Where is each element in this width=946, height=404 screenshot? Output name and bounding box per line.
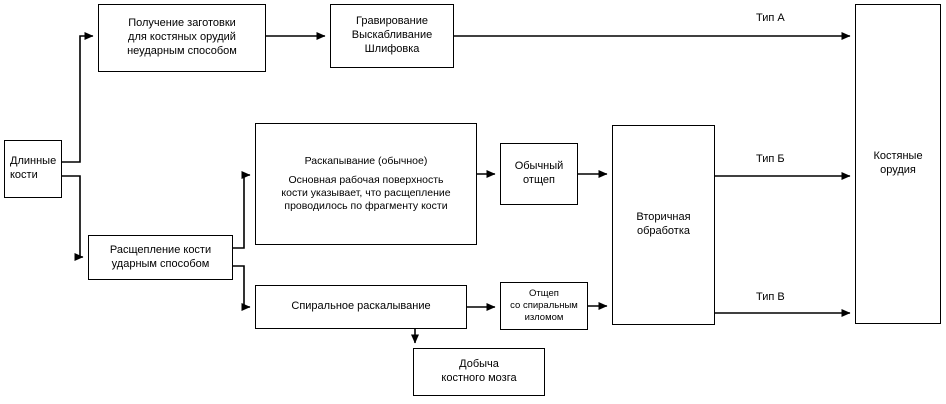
edge-label-type-a: Тип А bbox=[756, 12, 785, 24]
node-text-line: Гравирование bbox=[356, 15, 428, 28]
node-text-line: ударным способом bbox=[111, 257, 210, 270]
node-text-line: Шлифовка bbox=[364, 42, 420, 55]
node-spiral-fracture-flake[interactable] bbox=[500, 282, 588, 330]
node-text-line: для костяных орудий bbox=[128, 31, 236, 44]
node-text-line: проводилось по фрагменту кости bbox=[284, 200, 448, 213]
node-text-line: со спиральным bbox=[510, 300, 578, 312]
node-text-line: Получение заготовки bbox=[128, 17, 236, 30]
edge-label-type-b: Тип Б bbox=[756, 153, 785, 165]
node-text-line: орудия bbox=[880, 164, 916, 176]
node-text-line: обработка bbox=[636, 225, 691, 237]
node-text-line: Добыча bbox=[459, 358, 499, 371]
node-text-line: Расщепление кости bbox=[109, 243, 212, 256]
node-text-line: Раскапывание (обычное) bbox=[304, 154, 428, 167]
node-text-line: Спиральное раскалывание bbox=[291, 300, 431, 313]
node-blank-nonimpact[interactable] bbox=[98, 4, 266, 72]
node-text-line: Основная рабочая поверхность bbox=[288, 174, 444, 186]
edge-bones-to-splitting bbox=[62, 176, 83, 257]
node-text-line: кости указывает, что расщепление bbox=[281, 187, 451, 200]
node-text-line: Вторичная bbox=[636, 211, 691, 224]
node-text-line: костного мозга bbox=[441, 372, 517, 384]
node-ordinary-splitting[interactable] bbox=[255, 123, 477, 245]
node-engraving-scraping-polishing[interactable] bbox=[330, 4, 454, 68]
node-ordinary-flake[interactable] bbox=[500, 143, 578, 205]
node-text-line: Костяные bbox=[873, 150, 923, 163]
node-text-line: отщеп bbox=[523, 174, 555, 186]
edge-splitting-to-ordinary bbox=[233, 175, 250, 248]
node-secondary-processing[interactable] bbox=[612, 125, 715, 325]
node-marrow-extraction[interactable] bbox=[413, 348, 545, 396]
node-text-line: Длинные bbox=[10, 155, 57, 168]
node-text-line: изломом bbox=[524, 311, 564, 323]
node-bone-tools[interactable] bbox=[855, 4, 941, 324]
node-spiral-splitting[interactable] bbox=[255, 285, 467, 329]
node-text-line: неударным способом bbox=[127, 44, 237, 57]
edge-label-type-v: Тип В bbox=[756, 291, 785, 303]
node-text-line: Обычный bbox=[514, 160, 564, 173]
node-long-bones[interactable] bbox=[4, 140, 62, 198]
node-text-line: кости bbox=[10, 169, 38, 181]
node-bone-splitting-impact[interactable] bbox=[88, 235, 233, 280]
edge-bones-to-blank bbox=[62, 36, 93, 162]
edge-splitting-to-spiral bbox=[233, 266, 250, 307]
node-text-line: Выскабливание bbox=[351, 29, 433, 42]
node-text-line: Отщеп bbox=[529, 288, 559, 300]
